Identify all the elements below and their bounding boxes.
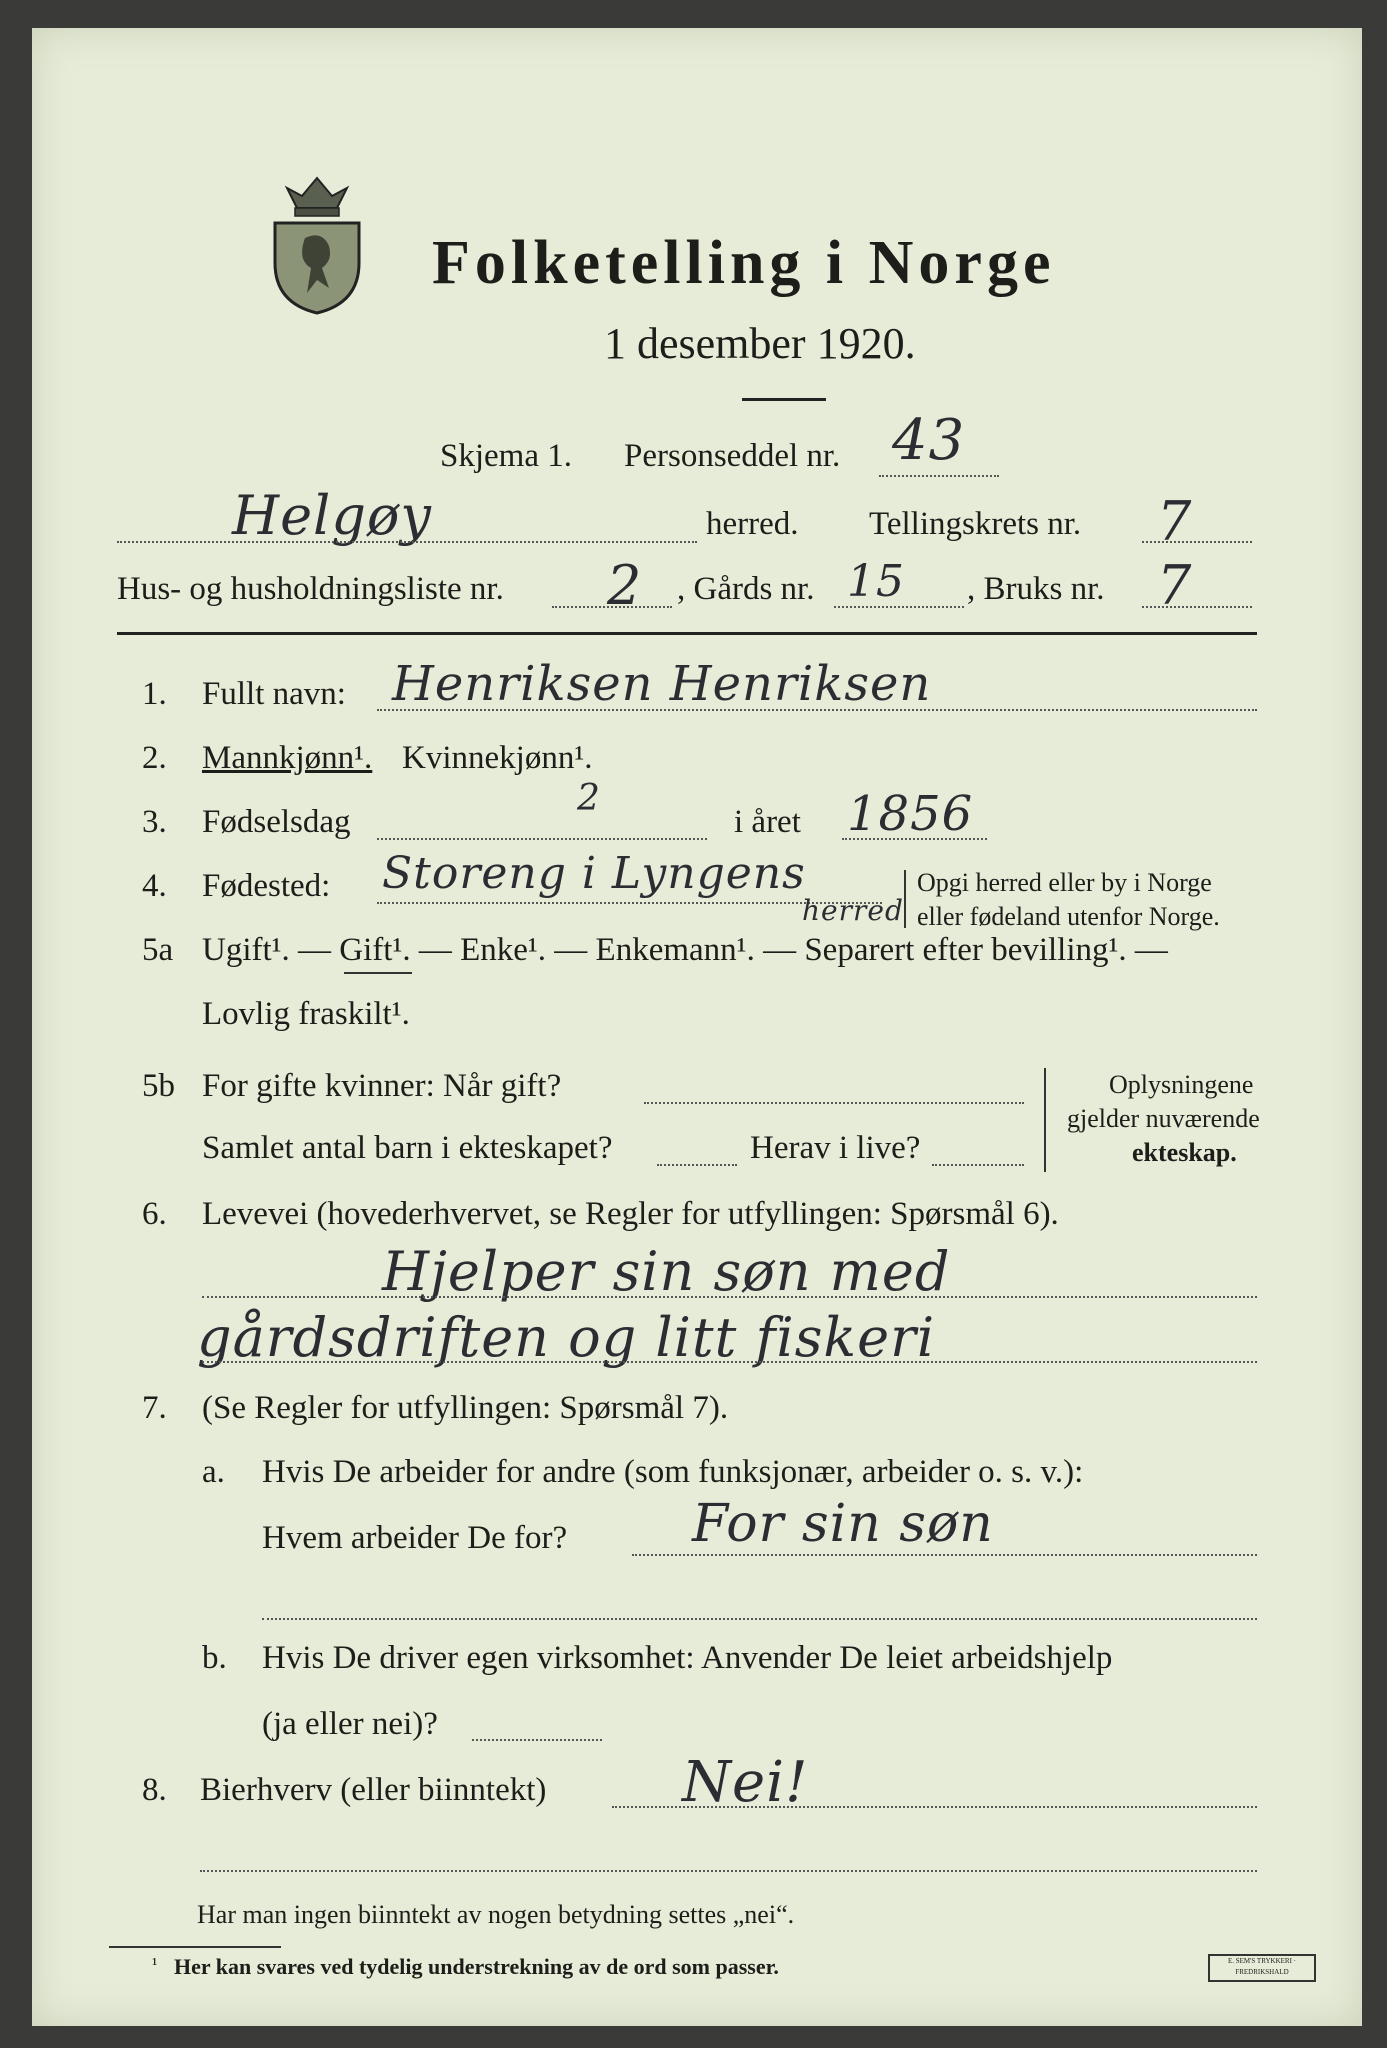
q7a-value: For sin søn: [692, 1494, 994, 1554]
footnote: Her kan svares ved tydelig understrekning av de ord som passer.: [174, 1954, 779, 1979]
skjema-label: Skjema 1.: [440, 438, 572, 474]
q7b-letter: b.: [202, 1640, 227, 1676]
q8-number: 8.: [142, 1772, 167, 1808]
q4-value: Storeng i Lyngens: [382, 848, 806, 899]
q1-number: 1.: [142, 676, 167, 712]
q7b-line-2: (ja eller nei)?: [262, 1706, 438, 1742]
q7b-line-1: Hvis De driver egen virksomhet: Anvender De leiet arbeidshjelp: [262, 1640, 1113, 1676]
q7-label: (Se Regler for utfyllingen: Spørsmål 7).: [202, 1390, 729, 1426]
tellingskrets-value: 7: [1157, 490, 1193, 553]
personseddel-label: Personseddel nr.: [624, 438, 841, 474]
footnote-divider: [109, 1946, 281, 1948]
q1-label: Fullt navn:: [202, 676, 346, 712]
q6-value-2: gårdsdriften og litt fiskeri: [197, 1306, 936, 1369]
q7a-line-1: Hvis De arbeider for andre (som funksjonær, arbeider o. s. v.):: [262, 1454, 1084, 1490]
census-form: [32, 28, 1362, 2026]
bruks-value: 7: [1157, 554, 1193, 617]
q3-year-label: i året: [734, 804, 801, 840]
q5b-number: 5b: [142, 1068, 175, 1104]
q4-value-2: herred: [802, 894, 904, 927]
q3-year: 1856: [847, 786, 974, 842]
gards-value: 15: [847, 556, 905, 607]
tellingskrets-label: Tellingskrets nr.: [869, 506, 1082, 542]
q2-number: 2.: [142, 740, 167, 776]
q7a-letter: a.: [202, 1454, 225, 1490]
bruks-label: , Bruks nr.: [967, 571, 1105, 607]
title-divider: [742, 398, 826, 401]
q5b-note-2: gjelder nuværende: [1067, 1104, 1260, 1133]
q5b-note-3: ekteskap.: [1132, 1138, 1237, 1167]
q5a-options-2: Lovlig fraskilt¹.: [202, 996, 410, 1032]
q8-value: Nei!: [682, 1750, 809, 1815]
q4-label: Fødested:: [202, 868, 331, 904]
hus-value: 2: [607, 554, 643, 617]
q1-value: Henriksen Henriksen: [392, 656, 932, 712]
q7a-line-2: Hvem arbeider De for?: [262, 1520, 568, 1556]
q5a-options: Ugift¹. — Gift¹. — Enke¹. — Enkemann¹. — Separert efter bevilling¹. —: [202, 932, 1168, 968]
gards-label: , Gårds nr.: [677, 571, 815, 607]
q4-note-1: Opgi herred eller by i Norge: [917, 868, 1212, 897]
herred-label: herred.: [706, 506, 799, 542]
herred-value: Helgøy: [232, 484, 432, 547]
q6-number: 6.: [142, 1196, 167, 1232]
q4-note-2: eller fødeland utenfor Norge.: [917, 902, 1220, 931]
q7-number: 7.: [142, 1390, 167, 1426]
header-divider: [117, 632, 1257, 635]
q6-label: Levevei (hovederhvervet, se Regler for utfyllingen: Spørsmål 6).: [202, 1196, 1059, 1232]
q2-kvinne: Kvinnekjønn¹.: [402, 740, 593, 776]
printer-stamp-text: E. SEM'S TRYKKERI · FREDRIKSHALD: [1227, 1957, 1297, 1976]
q6-value-1: Hjelper sin søn med: [382, 1240, 951, 1303]
q3-label: Fødselsdag: [202, 804, 351, 840]
q8-label: Bierhverv (eller biinntekt): [200, 1772, 547, 1808]
coat-of-arms-icon: [267, 168, 367, 323]
q2-mann: Mannkjønn¹.: [202, 740, 373, 776]
q5b-note-1: Oplysningene: [1109, 1070, 1254, 1099]
footer-note: Har man ingen biinntekt av nogen betydning settes „nei“.: [197, 1900, 795, 1929]
q5a-number: 5a: [142, 932, 174, 968]
q5b-line-3: Herav i live?: [750, 1130, 921, 1166]
q3-day: 2: [577, 778, 601, 819]
q5b-line-2: Samlet antal barn i ekteskapet?: [202, 1130, 613, 1166]
q3-number: 3.: [142, 804, 167, 840]
hus-label: Hus- og husholdningsliste nr.: [117, 571, 504, 607]
form-date: 1 desember 1920.: [604, 319, 916, 368]
footnote-mark: ¹: [152, 1954, 158, 1974]
q5b-line-1: For gifte kvinner: Når gift?: [202, 1068, 562, 1104]
gift-underline: [344, 972, 412, 974]
personseddel-value: 43: [892, 408, 966, 473]
printer-stamp: [1208, 1954, 1316, 1982]
q4-number: 4.: [142, 868, 167, 904]
form-title: Folketelling i Norge: [432, 229, 1056, 297]
